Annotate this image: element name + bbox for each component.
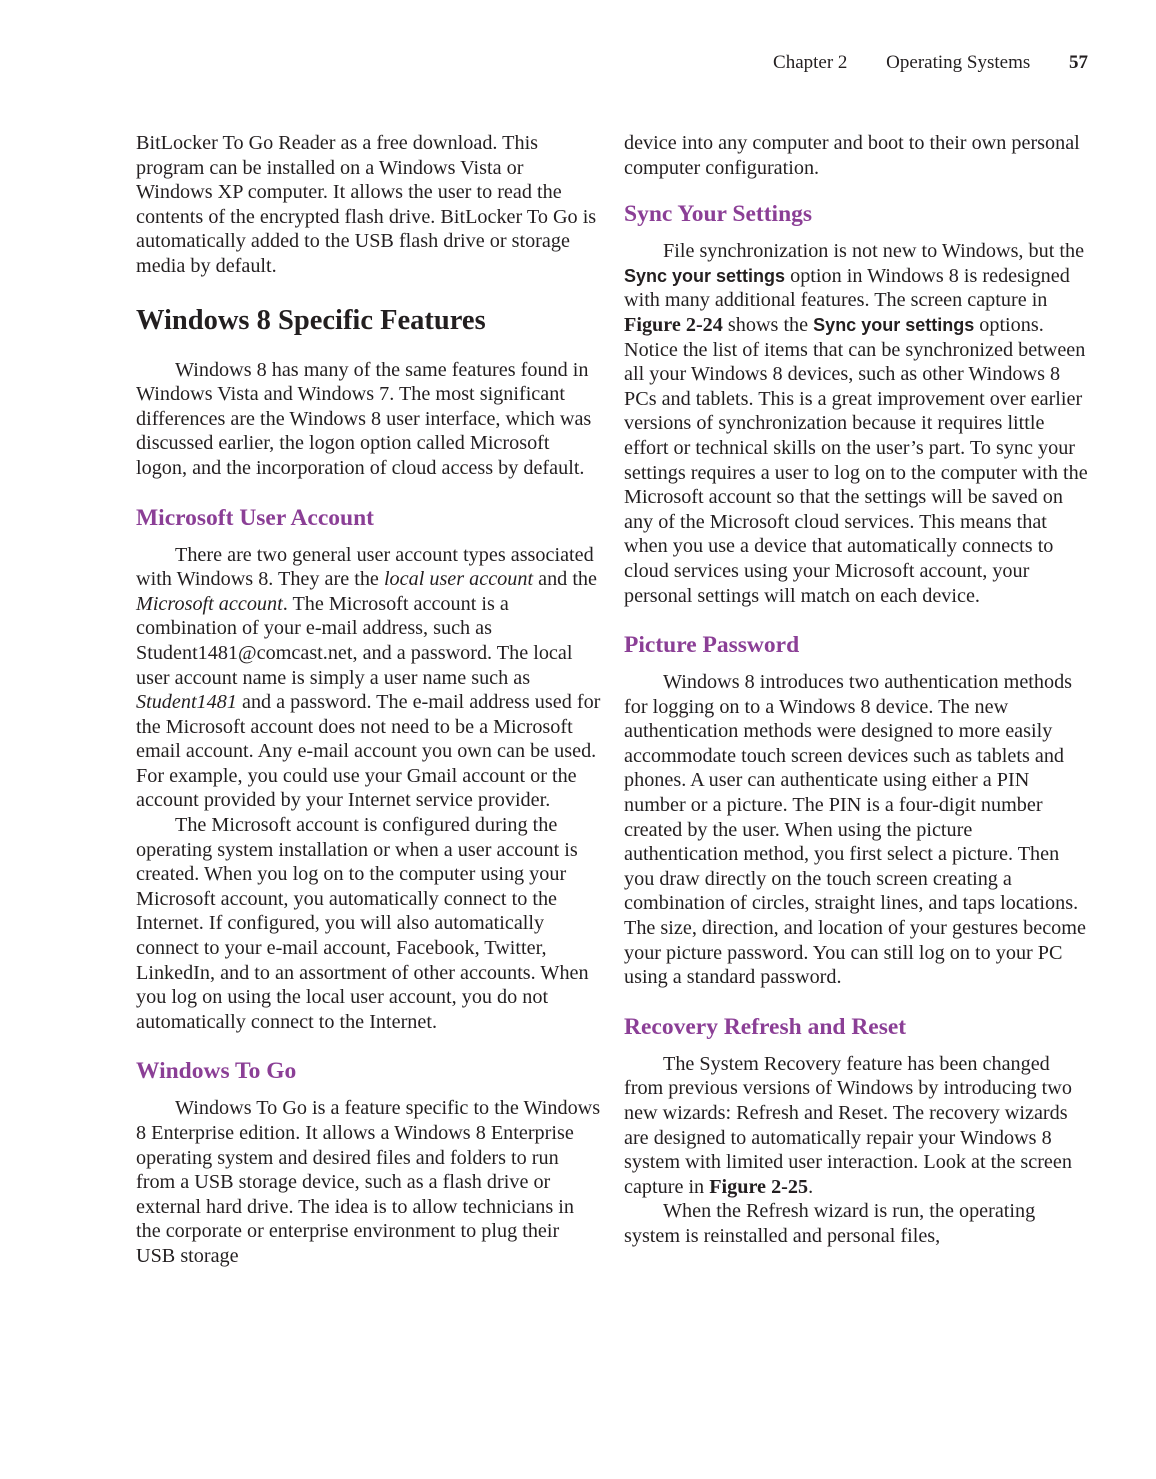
section-label: Operating Systems [886, 52, 1031, 73]
microsoft-account-config-paragraph: The Microsoft account is configured during the operating system installation or when a user account is created. When you log on to the computer using your Microsoft account, you automatically connect to the Internet. If configured, you will also automatically connect to your e-mail account, Facebook, Twitter, LinkedIn, and to an assortment of other accounts. When you log on using the local user account, you do not automatically connect to the Internet. [136, 814, 589, 1033]
text-run: and a password. The e-mail address used for the Microsoft account does not need to be a Microsoft email account. Any e-mail account you own can be used. For example, you could use your Gmail account or the account provided by your Internet service provider. [136, 691, 601, 812]
page-number: 57 [1069, 52, 1088, 73]
ui-term: Sync your settings [813, 314, 975, 335]
text-run: shows the [722, 313, 814, 336]
section-heading-picture-password: Picture Password [624, 632, 800, 659]
text-run: . The Microsoft account is a combination of your e-mail address, such as Student1481@comcast.net, and a password. The local user account name is simply a user name such as [136, 592, 573, 689]
left-column [136, 131, 602, 1269]
text-run: . [808, 1175, 814, 1198]
picture-password-paragraph: Windows 8 introduces two authentication methods for logging on to a Windows 8 device. The new authentication methods were designed to more easily accommodate touch screen devices such as tablets and phones. A user can authenticate using either a PIN number or a picture. The PIN is a four-digit number created by the user. When using the picture authentication method, you first select a picture. Then you draw directly on the touch screen creating a combination of circles, straight lines, and taps locations. The size, direction, and location of your gestures become your picture password. You can still log on to your PC using a standard password. [624, 671, 1086, 989]
chapter-label: Chapter 2 [773, 52, 848, 73]
continued-paragraph: BitLocker To Go Reader as a free download. This program can be installed on a Windows Vista or Windows XP computer. It allows the user to read the contents of the encrypted flash drive. BitLocker To Go is automatically added to the USB flash drive or storage media by default. [136, 132, 597, 277]
text-run: File synchronization is not new to Windows, but the [663, 240, 1085, 263]
italic-term: Student1481 [136, 691, 237, 714]
text-run: The System Recovery feature has been changed from previous versions of Windows by introducing two new wizards: Refresh and Reset. The recovery wizards are designed to automatically repair your Windows 8 system with limited user interaction. Look at the screen capture in [624, 1052, 1072, 1198]
right-column [624, 131, 1090, 1249]
figure-reference: Figure 2-24 [624, 313, 723, 336]
text-run: options. Notice the list of items that can be synchronized between all your Windows 8 devices, such as other Windows 8 PCs and tablets. This is a great improvement over earlier versions of synchronization because it requires little effort or technical skills on the user’s part. To sync your settings requires a user to log on to the computer with the Microsoft account so that the settings will be saved on any of the Microsoft cloud services. This means that when you use a device that automatically connects to cloud services using your Microsoft account, your personal settings will match on each device. [624, 313, 1088, 607]
microsoft-account-paragraph [136, 543, 602, 814]
main-heading: Windows 8 Specific Features [136, 304, 486, 336]
text-run: option in Windows 8 is redesigned with many additional features. The screen capture in [624, 264, 1070, 312]
ui-term: Sync your settings [624, 265, 786, 286]
section-heading-recovery-refresh-reset: Recovery Refresh and Reset [624, 1013, 907, 1040]
italic-term: local user account [383, 568, 534, 591]
section-heading-microsoft-user-account: Microsoft User Account [136, 504, 374, 531]
continued-paragraph: device into any computer and boot to their own personal computer configuration. [624, 132, 1080, 179]
features-paragraph: Windows 8 has many of the same features found in Windows Vista and Windows 7. The most significant differences are the Windows 8 user interface, which was discussed earlier, the logon option called Microsoft logon, and the incorporation of cloud access by default. [136, 358, 592, 479]
recovery-paragraph [624, 1052, 1090, 1200]
italic-term: Microsoft account [136, 592, 283, 615]
figure-reference: Figure 2-25 [709, 1175, 809, 1198]
text-run: There are two general user account types associated with Windows 8. They are the [136, 543, 594, 591]
sync-settings-paragraph [624, 239, 1090, 608]
section-heading-sync-your-settings: Sync Your Settings [624, 201, 813, 228]
refresh-wizard-paragraph: When the Refresh wizard is run, the operating system is reinstalled and personal files, [624, 1200, 1036, 1247]
windows-to-go-paragraph: Windows To Go is a feature specific to the Windows 8 Enterprise edition. It allows a Windows 8 Enterprise operating system and desired files and folders to run from a USB storage device, such as a flash drive or external hard drive. The idea is to allow technicians in the corporate or enterprise environment to plug their USB storage [136, 1097, 601, 1267]
section-heading-windows-to-go: Windows To Go [136, 1058, 297, 1085]
running-header [773, 52, 1088, 74]
text-run: and the [533, 568, 597, 591]
